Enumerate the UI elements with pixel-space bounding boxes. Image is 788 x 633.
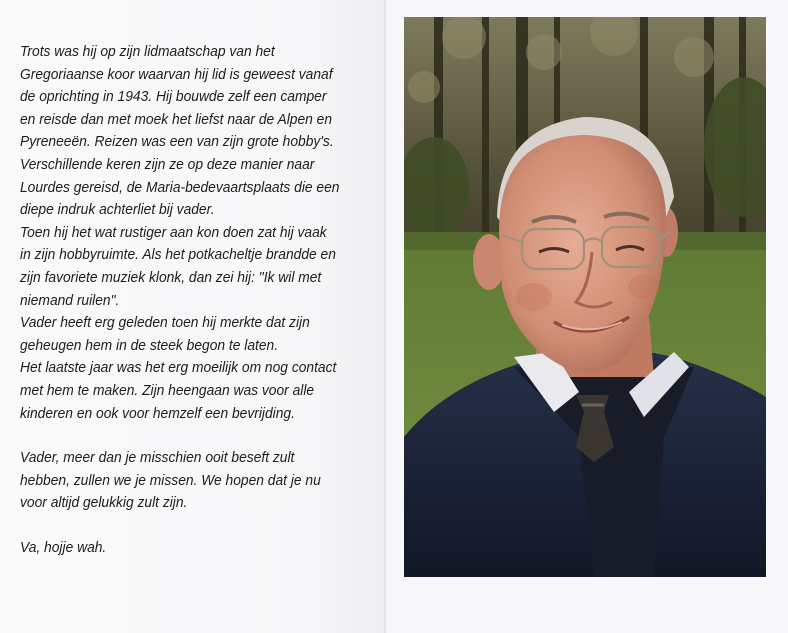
text-line: Het laatste jaar was het erg moeilijk om nog contact (20, 360, 337, 377)
closing-line: Va, hojje wah. (20, 539, 107, 556)
text-line: Vader, meer dan je misschien ooit beseft zult (20, 450, 295, 467)
text-line: Vader heeft erg geleden toen hij merkte dat zijn (20, 315, 310, 332)
text-line: Trots was hij op zijn lidmaatschap van het (20, 44, 275, 60)
text-line: Toen hij het wat rustiger aan kon doen zat hij vaak (20, 224, 327, 241)
text-line: Gregoriaanse koor waarvan hij lid is geweest vanaf (20, 66, 333, 83)
text-line: Pyreneeën. Reizen was een van zijn grote hobby's. (20, 134, 334, 151)
text-line: Lourdes gereisd, de Maria-bedevaartsplaats die een (20, 179, 340, 196)
paragraph-gap (20, 425, 351, 447)
portrait-photo (404, 17, 766, 577)
text-line: niemand ruilen". (20, 292, 120, 309)
text-line: hebben, zullen we je missen. We hopen dat je nu (20, 472, 321, 489)
text-line: diepe indruk achterliet bij vader. (20, 202, 215, 219)
text-line: zijn favoriete muziek klonk, dan zei hij: "Ik wil met (20, 269, 322, 286)
memorial-text (20, 41, 351, 559)
text-line: de oprichting in 1943. Hij bouwde zelf een camper (20, 89, 327, 106)
text-line: en reisde dan met moek het liefst naar de Alpen en (20, 111, 333, 128)
left-page (0, 0, 384, 633)
text-line: Verschillende keren zijn ze op deze manier naar (20, 156, 315, 173)
text-line: voor altijd gelukkig zult zijn. (20, 495, 188, 512)
text-line: in zijn hobbyruimte. Als het potkacheltje brandde en (20, 247, 336, 264)
text-line: kinderen en ook voor hemzelf een bevrijding. (20, 405, 295, 422)
text-line: geheugen hem in de steek begon te laten. (20, 337, 279, 354)
text-line: met hem te maken. Zijn heengaan was voor alle (20, 382, 315, 399)
paragraph-gap (20, 515, 351, 537)
